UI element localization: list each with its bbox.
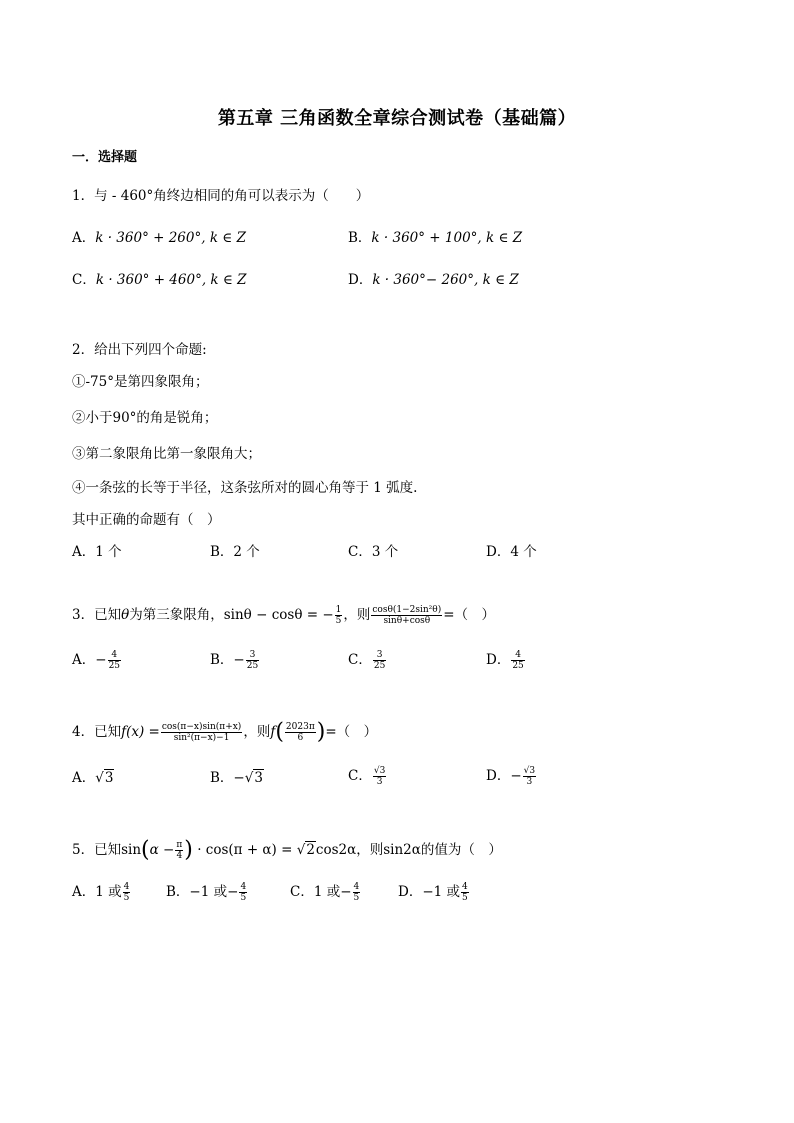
- q2-option-a: A．1 个: [72, 544, 122, 560]
- q4-function-fraction: $\frac{\cos(\pi-x)\sin(\pi+x)}{\text{sin²(π−x)−1}}$: [161, 722, 242, 743]
- q3-option-b: B．− $\frac{3}{25}$: [210, 650, 259, 671]
- q4-option-d: D．− $\frac{√3}{3}$: [486, 766, 536, 787]
- q2-proposition-4: ④一条弦的长等于半径，这条弦所对的圆心角等于 1 弧度.: [72, 480, 418, 496]
- q2-proposition-1: ①-75°是第四象限角；: [72, 374, 209, 390]
- q5-pi-over-4: $\frac{\pi}{4}$: [176, 840, 183, 861]
- q4-argument-fraction: $\frac{2023\pi}{6}$: [285, 722, 315, 743]
- page-title: 第五章 三角函数全章综合测试卷（基础篇）: [217, 108, 577, 129]
- q1-stem: 1．与 - 460°角终边相同的角可以表示为（ ）: [72, 188, 370, 204]
- q2-option-d: D．4 个: [486, 544, 537, 560]
- section-heading: 一．选择题: [72, 150, 138, 165]
- q2-option-b: B．2 个: [210, 544, 260, 560]
- q3-option-c: C． $\frac{3}{25}$: [348, 650, 386, 671]
- q5-stem: 5．已知sin(α − $\frac{\pi}{4}$ ) · cos(π + α) = √2cos2α，则sin2α的值为（ ）: [72, 837, 502, 863]
- q2-stem: 2．给出下列四个命题:: [72, 342, 207, 358]
- q3-option-a: A．− $\frac{4}{25}$: [72, 650, 121, 671]
- q3-stem: 3．已知θ为第三象限角，sinθ − cosθ = − $\frac{1}{5}$ ，则 $\frac{\text{cosθ(1−2sin²θ)}}{\sin\theta+\cos\theta}$ =（ ）: [72, 605, 496, 626]
- q1-option-c: C．k · 360° + 460°, k ∈ Z: [72, 272, 247, 288]
- q3-option-d: D． $\frac{4}{25}$: [486, 650, 524, 671]
- q1-option-b: B．k · 360° + 100°, k ∈ Z: [348, 230, 523, 246]
- q3-fraction-1: $\frac{1}{5}$: [335, 605, 342, 626]
- q2-question: 其中正确的命题有（ ）: [72, 512, 221, 528]
- q2-proposition-3: ③第二象限角比第一象限角大；: [72, 446, 261, 462]
- q1-option-d: D．k · 360°− 260°, k ∈ Z: [348, 272, 519, 288]
- q4-option-c: C． $\frac{√3}{3}$: [348, 766, 386, 787]
- q5-option-d: D．−1 或 $\frac{4}{5}$: [398, 882, 468, 903]
- q5-option-c: C．1 或− $\frac{4}{5}$: [290, 882, 360, 903]
- q2-proposition-2: ②小于90°的角是锐角；: [72, 410, 218, 426]
- q4-option-a: A．√3: [72, 770, 114, 786]
- q2-option-c: C．3 个: [348, 544, 399, 560]
- q3-fraction-2: $\frac{\text{cosθ(1−2sin²θ)}}{\sin\theta+\cos\theta}$: [372, 605, 442, 626]
- q4-stem: 4．已知f(x) = $\frac{\cos(\pi-x)\sin(\pi+x)}{\text{sin²(π−x)−1}}$ ，则f( $\frac{2023\pi}{6}$ )=（ ）: [72, 719, 378, 745]
- q5-option-b: B．−1 或− $\frac{4}{5}$: [166, 882, 247, 903]
- q5-option-a: A．1 或 $\frac{4}{5}$: [72, 882, 130, 903]
- q1-option-a: A．k · 360° + 260°, k ∈ Z: [72, 230, 246, 246]
- q4-option-b: B．−√3: [210, 770, 263, 786]
